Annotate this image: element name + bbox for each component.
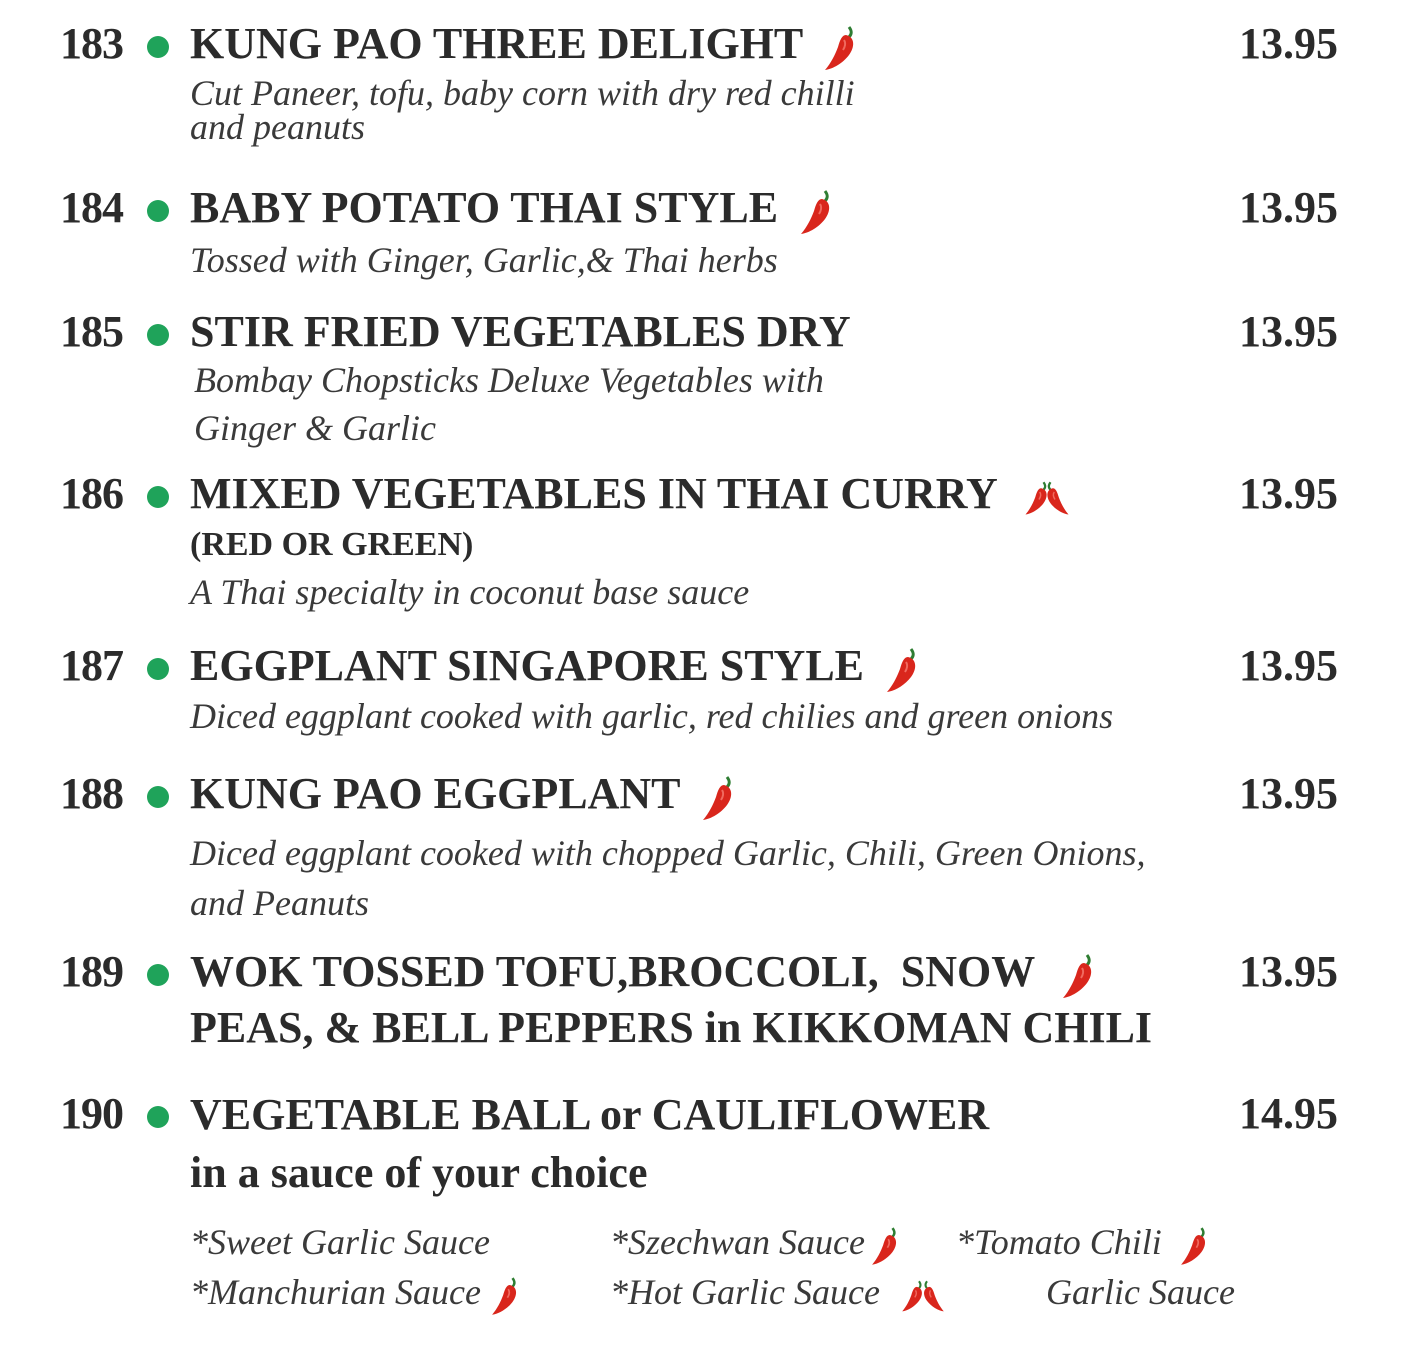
item-name-line: [190, 944, 1152, 1000]
chili-pepper-icon: [1043, 477, 1073, 519]
item-price: 13.95: [1239, 19, 1338, 68]
item-price: 13.95: [1239, 183, 1338, 232]
item-description: [190, 828, 1146, 928]
item-name: [190, 466, 1073, 578]
item-price: 13.95: [1239, 307, 1338, 356]
sauce-label: *Manchurian Sauce: [190, 1272, 481, 1312]
item-description: [194, 356, 824, 452]
veg-dot-icon: [147, 658, 169, 680]
item-number: 187: [60, 641, 123, 690]
item-name-line: BABY POTATO THAI STYLE: [190, 183, 779, 232]
item-number: 190: [60, 1089, 123, 1138]
item-number: 188: [60, 769, 123, 818]
chili-pepper-icon: [881, 645, 921, 695]
item-name-line: EGGPLANT SINGAPORE STYLE: [190, 641, 865, 690]
veg-dot-icon: [147, 486, 169, 508]
chili-pepper-icon: [1176, 1224, 1210, 1268]
item-name-line: KUNG PAO EGGPLANT: [190, 769, 680, 818]
item-price: 14.95: [1239, 1089, 1338, 1138]
description-line: Diced eggplant cooked with garlic, red chilies and green onions: [190, 696, 1114, 736]
sauce-label: *Sweet Garlic Sauce: [190, 1222, 490, 1262]
sauce-option: [190, 1270, 521, 1318]
chili-pepper-icon: [487, 1274, 521, 1318]
item-name-line: in a sauce of your choice: [190, 1148, 648, 1197]
item-price: 13.95: [1239, 947, 1338, 996]
item-description: [190, 570, 749, 614]
sauce-option: [610, 1220, 901, 1268]
description-line: A Thai specialty in coconut base sauce: [190, 572, 750, 612]
sauce-label: *Szechwan Sauce: [610, 1222, 865, 1262]
item-name: [190, 944, 1152, 1056]
veg-dot-icon: [147, 786, 169, 808]
item-name-text: WOK TOSSED TOFU,BROCCOLI, SNOW: [190, 947, 1035, 996]
item-name-line: (RED OR GREEN): [190, 526, 474, 563]
chili-pepper-icon: [819, 23, 859, 73]
item-number: 184: [60, 183, 123, 232]
item-name-line: PEAS, & BELL PEPPERS in KIKKOMAN CHILI: [190, 1003, 1153, 1052]
description-line: and Peanuts: [190, 883, 369, 923]
chili-pepper-icon: [920, 1274, 948, 1318]
veg-dot-icon: [147, 964, 169, 986]
item-name-line: STIR FRIED VEGETABLES DRY: [190, 307, 851, 356]
veg-dot-icon: [147, 200, 169, 222]
item-name-line: VEGETABLE BALL or CAULIFLOWER: [190, 1090, 990, 1139]
item-description: [190, 73, 855, 147]
item-name-line: [190, 466, 1073, 522]
description-line: Bombay Chopsticks Deluxe Vegetables with: [194, 360, 824, 400]
item-name-text: MIXED VEGETABLES IN THAI CURRY: [190, 469, 997, 518]
item-name: [190, 766, 737, 823]
item-name: [190, 180, 835, 237]
chili-pepper-icon: [697, 773, 737, 823]
description-line: Tossed with Ginger, Garlic,& Thai herbs: [190, 240, 778, 280]
chili-pepper-icon: [795, 187, 835, 237]
item-name: [190, 304, 851, 360]
item-price: 13.95: [1239, 769, 1338, 818]
item-description: [190, 238, 778, 282]
sauce-option: [1046, 1270, 1235, 1314]
item-name-line: KUNG PAO THREE DELIGHT: [190, 19, 803, 68]
item-number: 186: [60, 469, 123, 518]
sauce-option: [610, 1270, 948, 1318]
item-number: 185: [60, 307, 123, 356]
item-name: [190, 1086, 989, 1202]
item-name: [190, 16, 859, 73]
item-price: 13.95: [1239, 469, 1338, 518]
chili-pepper-icon: [867, 1224, 901, 1268]
sauce-label: Garlic Sauce: [1046, 1272, 1235, 1312]
sauce-option: [956, 1220, 1210, 1268]
veg-dot-icon: [147, 324, 169, 346]
description-line: Diced eggplant cooked with chopped Garlic, Chili, Green Onions,: [190, 833, 1146, 873]
chili-pepper-icon: [1057, 951, 1097, 1001]
description-line: Ginger & Garlic: [194, 408, 436, 448]
veg-dot-icon: [147, 36, 169, 58]
sauce-label: *Hot Garlic Sauce: [610, 1272, 880, 1312]
sauce-label: *Tomato Chili: [956, 1222, 1162, 1262]
veg-dot-icon: [147, 1106, 169, 1128]
item-description: [190, 694, 1113, 738]
description-line: Cut Paneer, tofu, baby corn with dry red chilli: [190, 73, 855, 113]
item-price: 13.95: [1239, 641, 1338, 690]
description-line: and peanuts: [190, 107, 365, 147]
sauce-option: [190, 1220, 490, 1264]
sauce-options: [190, 1220, 1290, 1320]
item-name: [190, 638, 921, 695]
item-number: 183: [60, 19, 123, 68]
item-number: 189: [60, 947, 123, 996]
